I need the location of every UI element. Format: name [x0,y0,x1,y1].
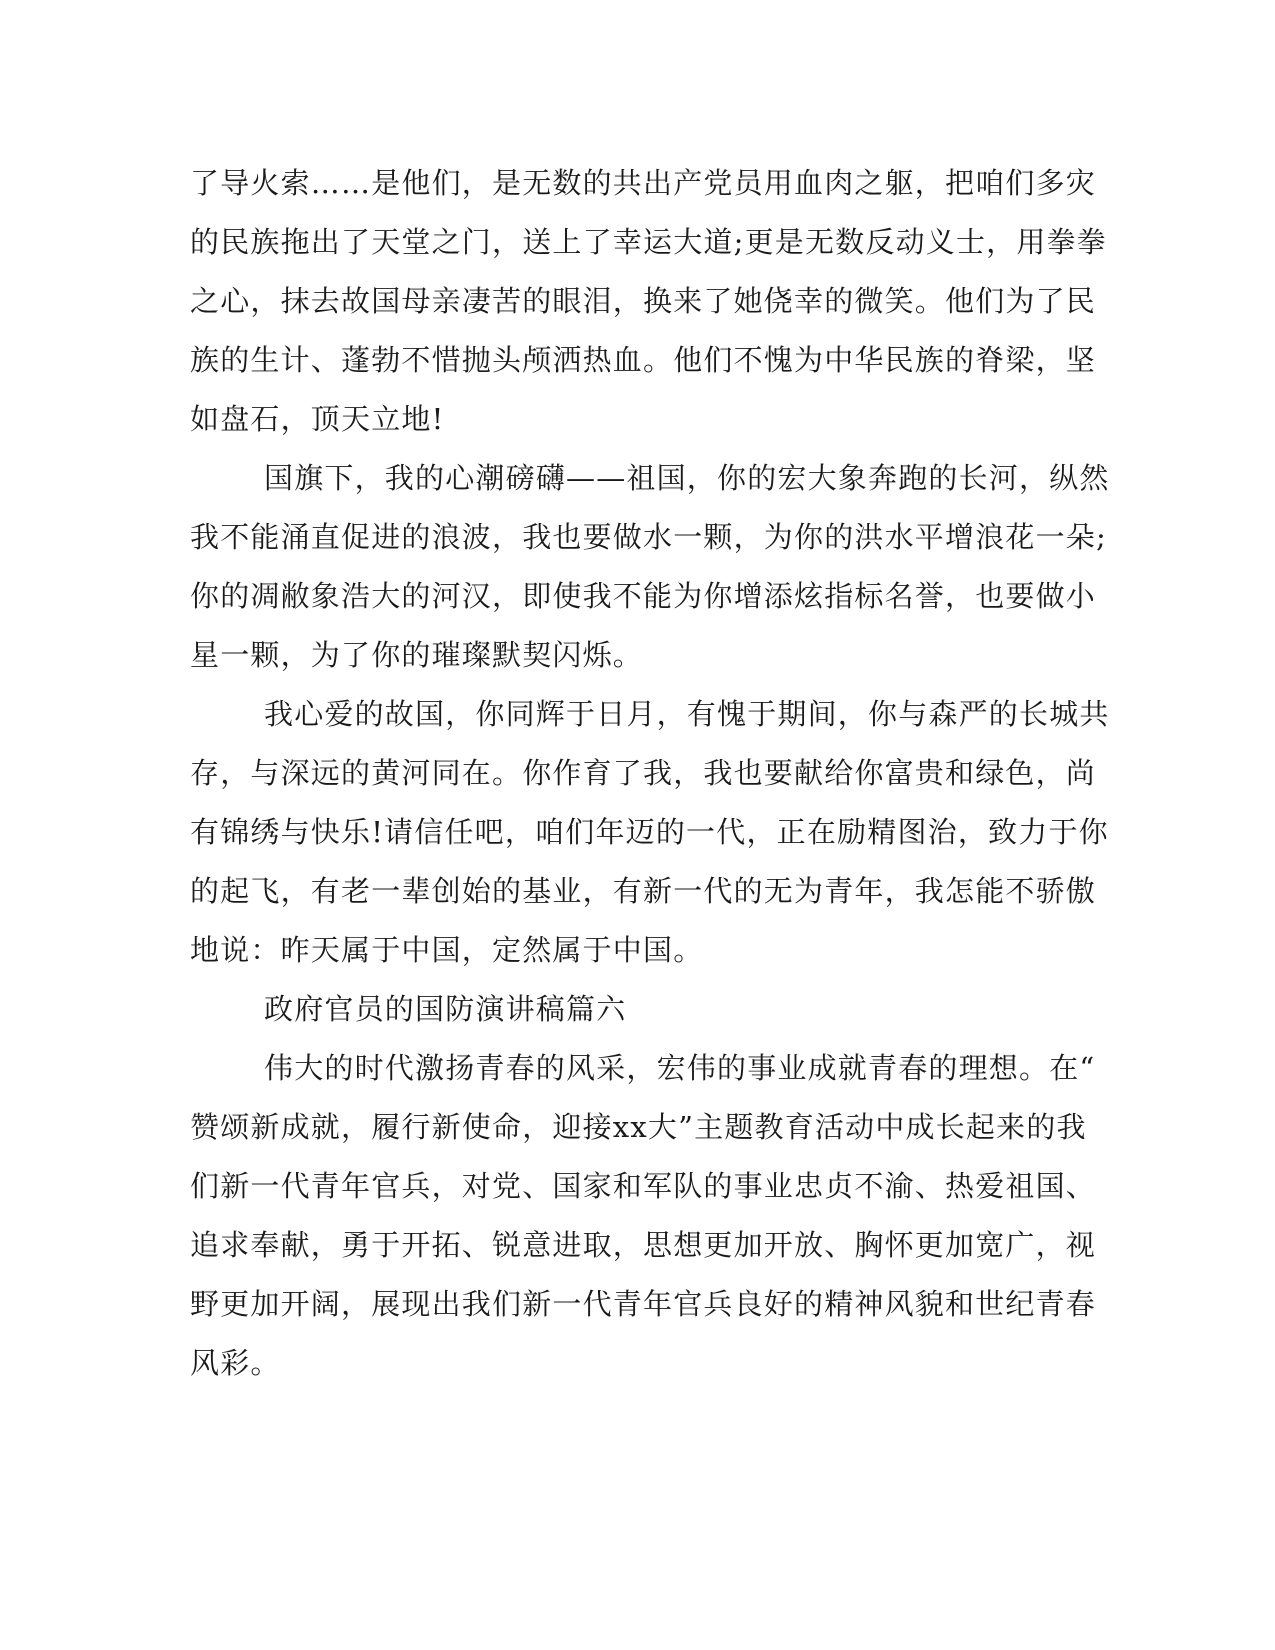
section-heading: 政府官员的国防演讲稿篇六 [264,992,627,1026]
text-line: 之心，抹去故国母亲凄苦的眼泪，换来了她侥幸的微笑。他们为了民 [190,284,1097,318]
text-line: 追求奉献，勇于开拓、锐意进取，思想更加开放、胸怀更加宽广，视 [190,1228,1097,1262]
text-line: 赞颂新成就，履行新使命，迎接xx大”主题教育活动中成长起来的我 [190,1110,1087,1144]
text-line: 星一颗，为了你的璀璨默契闪烁。 [190,638,644,672]
paragraph-first-line: 国旗下，我的心潮磅礴——祖国，你的宏大象奔跑的长河，纵然 [264,461,1110,495]
text-line: 的民族拖出了天堂之门，送上了幸运大道;更是无数反动义士，用拳拳 [190,225,1107,259]
text-line: 你的凋敝象浩大的河汉，即使我不能为你增添炫指标名誉，也要做小 [190,579,1097,613]
text-line: 的起飞，有老一辈创始的基业，有新一代的无为青年，我怎能不骄傲 [190,874,1097,908]
text-line: 族的生计、蓬勃不惜抛头颅洒热血。他们不愧为中华民族的脊梁，坚 [190,343,1097,377]
text-line: 有锦绣与快乐!请信任吧，咱们年迈的一代，正在励精图治，致力于你 [190,815,1109,849]
text-line: 存，与深远的黄河同在。你作育了我，我也要献给你富贵和绿色，尚 [190,756,1097,790]
text-line: 如盘石，顶天立地! [190,402,445,436]
text-line: 我不能涌直促进的浪波，我也要做水一颗，为你的洪水平增浪花一朵; [190,520,1107,554]
text-line: 野更加开阔，展现出我们新一代青年官兵良好的精神风貌和世纪青春 [190,1287,1097,1321]
text-line: 们新一代青年官兵，对党、国家和军队的事业忠贞不渝、热爱祖国、 [190,1169,1097,1203]
text-line: 地说：昨天属于中国，定然属于中国。 [190,933,704,967]
text-line: 了导火索……是他们，是无数的共出产党员用血肉之躯，把咱们多灾 [190,166,1097,200]
text-line: 风彩。 [190,1346,281,1380]
paragraph-first-line: 伟大的时代激扬青春的风采，宏伟的事业成就青春的理想。在“ [264,1051,1096,1085]
paragraph-first-line: 我心爱的故国，你同辉于日月，有愧于期间，你与森严的长城共 [264,697,1110,731]
